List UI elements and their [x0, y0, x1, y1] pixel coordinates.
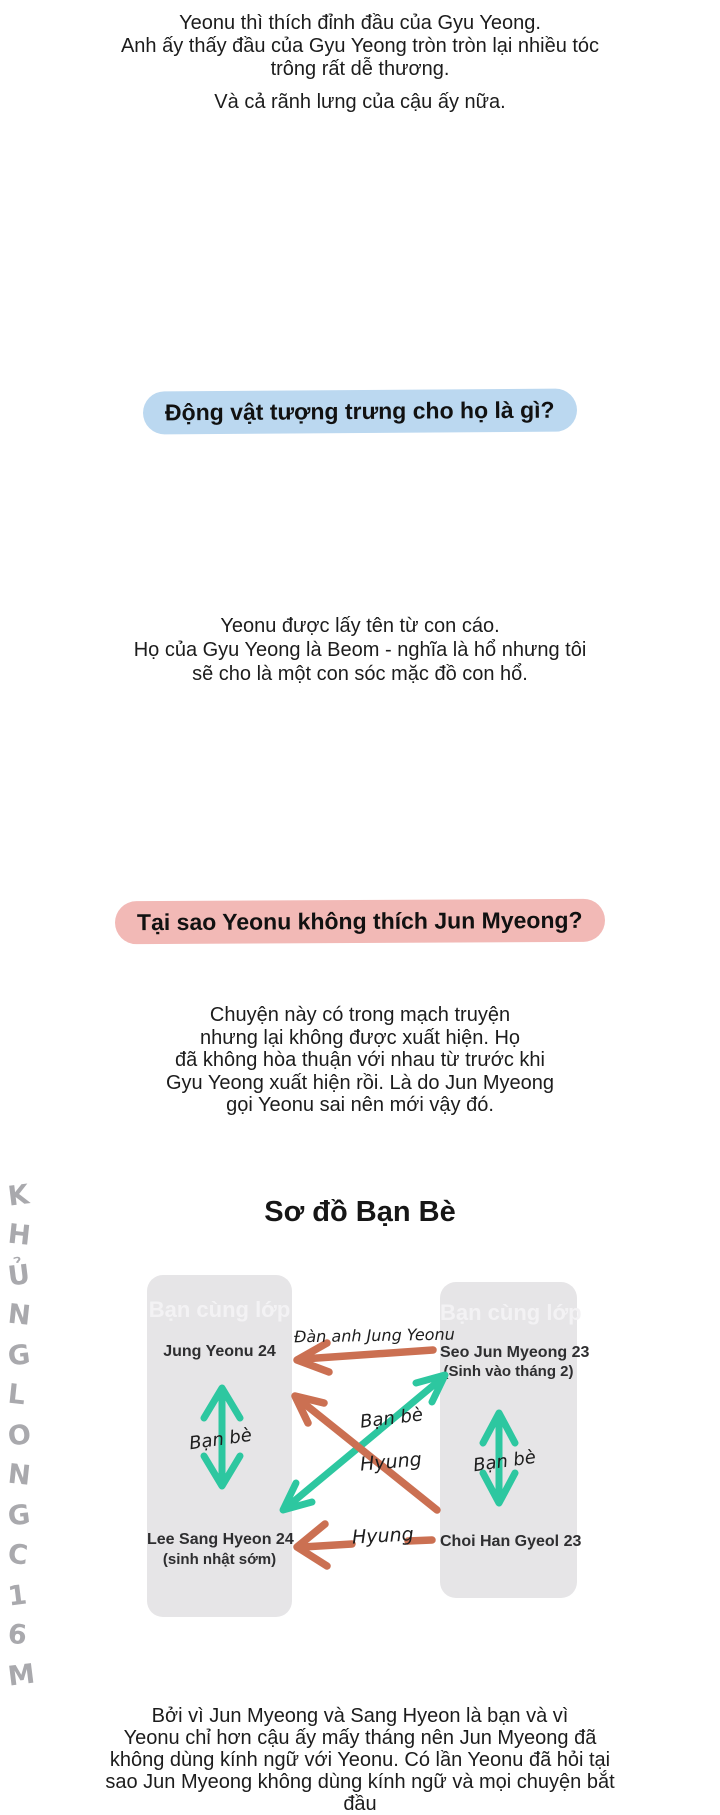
outro-line: Yeonu chỉ hơn cậu ấy mấy tháng nên Jun Myeong đã [123, 1727, 597, 1749]
node-choi-han-gyeol: Choi Han Gyeol 23 [440, 1533, 582, 1550]
classmates-box-right-header: Bạn cùng lớp [440, 1300, 582, 1325]
watermark-letter: 1 [6, 1579, 29, 1613]
outro-line: Bởi vì Jun Myeong và Sang Hyeon là bạn và vì [151, 1705, 569, 1727]
diagram-title: Sơ đồ Bạn Bè [264, 1196, 456, 1228]
watermark-letter: L [6, 1378, 27, 1412]
outro-partial-line: đầu [343, 1793, 377, 1815]
intro-extra-line: Và cả rãnh lưng của cậu ấy nữa. [214, 91, 506, 113]
answer-blue-line: Họ của Gyu Yeong là Beom - nghĩa là hổ nhưng tôi [133, 639, 587, 661]
outro-line: sao Jun Myeong không dùng kính ngữ và mọi chuyện bắt [105, 1771, 615, 1793]
watermark-letter: M [6, 1658, 37, 1693]
answer-pink-paragraph [0, 1004, 720, 1117]
intro-line: Anh ấy thấy đầu của Gyu Yeong tròn tròn lại nhiều tóc [120, 35, 600, 57]
label-friends-left: Bạn bè [187, 1424, 254, 1455]
answer-pink-line: đã không hòa thuận với nhau từ trước khi [175, 1049, 545, 1071]
answer-pink-line: nhưng lại không được xuất hiện. Họ [199, 1026, 521, 1049]
watermark-letter: N [6, 1458, 33, 1492]
watermark-letter: O [6, 1418, 33, 1453]
watermark-letter: Ủ [6, 1259, 32, 1293]
node-seo-jun-myeong: Seo Jun Myeong 23 [440, 1344, 590, 1361]
watermark-letter: N [6, 1298, 33, 1332]
label-hyung-center: Hyung [359, 1448, 423, 1476]
intro-line: Yeonu thì thích đỉnh đầu của Gyu Yeong. [179, 12, 541, 34]
arrow-senior [297, 1343, 433, 1372]
answer-blue-paragraph [0, 614, 720, 686]
answer-pink-line: Chuyện này có trong mạch truyện [209, 1004, 511, 1026]
question-blue-highlight: Động vật tượng trưng cho họ là gì? [143, 388, 577, 434]
watermark-letter: 6 [6, 1618, 29, 1652]
intro-paragraph [0, 12, 720, 81]
watermark-letter: C [6, 1538, 30, 1572]
intro-line: trông rất dễ thương. [270, 58, 450, 80]
answer-blue-line: sẽ cho là một con sóc mặc đồ con hổ. [192, 663, 528, 685]
node-jung-yeonu: Jung Yeonu 24 [163, 1343, 276, 1360]
watermark-letter: G [6, 1499, 32, 1533]
label-friends-center: Bạn bè [358, 1404, 425, 1433]
watermark-letter: G [6, 1339, 32, 1373]
outro-line: không dùng kính ngữ với Yeonu. Có lần Yeonu đã hỏi tại [109, 1749, 611, 1771]
node-seo-jun-myeong-note: (Sinh vào tháng 2) [443, 1363, 574, 1380]
answer-blue-line: Yeonu được lấy tên từ con cáo. [220, 615, 500, 637]
label-senior: Đàn anh Jung Yeonu [293, 1324, 455, 1347]
answer-pink-line: Gyu Yeong xuất hiện rồi. Là do Jun Myeong [165, 1071, 555, 1094]
outro-paragraph [0, 1705, 720, 1815]
node-lee-sang-hyeon: Lee Sang Hyeon 24 [147, 1531, 294, 1548]
question-blue-row [0, 390, 720, 433]
classmates-box-left-header: Bạn cùng lớp [148, 1297, 291, 1322]
question-pink-highlight: Tại sao Yeonu không thích Jun Myeong? [115, 899, 605, 945]
label-hyung-bottom: Hyung [351, 1523, 415, 1549]
watermark-letter: K [6, 1179, 31, 1213]
watermark-letter: H [6, 1218, 33, 1252]
question-pink-row [0, 900, 720, 943]
label-friends-right: Bạn bè [471, 1446, 538, 1477]
node-lee-sang-hyeon-note: (sinh nhật sớm) [162, 1551, 277, 1568]
answer-pink-line: gọi Yeonu sai nên mới vậy đó. [226, 1094, 494, 1116]
